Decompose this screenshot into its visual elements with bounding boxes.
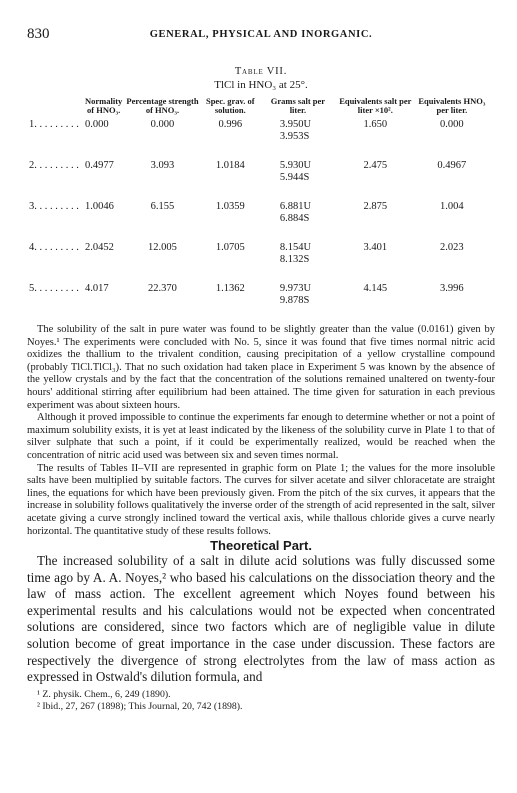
table-row: [27, 201, 489, 242]
paragraph-theory: The increased solubility of a salt in dilute acid solutions was fully discussed some time ago by A. A. Noyes,² who based his calculations on the dissociation theory and the law of mass action. The excellent agreement which Noyes found between his experimental results and his calculations would not be expected when concentrated solutions are considered, since two factors which are of negligible value in dilute solution become of great importance in the case under discussion. These factors are respectively the divergence of strong electrolytes from the law of mass action as expressed in Ostwald's dilution formula, and: [27, 553, 495, 685]
grams-u: 6.881U: [279, 201, 312, 212]
cell-percentage: 0.000: [150, 119, 175, 130]
cell-normality: 2.0452: [85, 242, 114, 253]
table-subtitle: TlCl in HNO₃ at 25°.: [214, 79, 308, 91]
grams-u: 3.950U: [279, 119, 312, 130]
grams-u: 8.154U: [279, 242, 312, 253]
cell-equiv-hno3: 3.996: [440, 283, 464, 294]
cell-equiv-hno3: 0.4967: [437, 160, 467, 171]
row-number: 2. . . . . . . . .: [29, 160, 79, 171]
column-header-number: [27, 97, 83, 119]
cell-equiv-hno3: 1.004: [440, 201, 464, 212]
cell-percentage: 12.005: [148, 242, 177, 253]
footnotes: [27, 689, 495, 713]
grams-u: 9.973U: [279, 283, 312, 294]
column-header-equiv-salt: Equivalents salt per liter ×10².: [339, 96, 412, 115]
solubility-table: [27, 97, 489, 324]
cell-percentage: 6.155: [150, 201, 175, 212]
paragraph-maximum: Although it proved impossible to continue the experiments far enough to determine whether or not a point of maximum solubility exists, it is yet at least indicated by the likeness of the solubility curve in Plate 1 to that of silver sulphate that such a point, if it could be experimentally realized, would be reached when the concentration of nitric acid used was between six and seven times normal.: [27, 412, 495, 461]
cell-normality: 0.000: [85, 119, 109, 130]
grams-s: 3.953S: [279, 131, 310, 142]
cell-equiv-salt: 1.650: [363, 119, 388, 130]
table-header-row: [27, 97, 489, 119]
table-row: [27, 119, 489, 160]
table-row: [27, 160, 489, 201]
cell-equiv-salt: 4.145: [363, 283, 388, 294]
cell-grams: [260, 119, 336, 160]
cell-normality: 0.4977: [85, 160, 114, 171]
column-header-grams: Grams salt per liter.: [270, 96, 326, 115]
row-number: 3. . . . . . . . .: [29, 201, 79, 212]
row-number: 4. . . . . . . . .: [29, 242, 79, 253]
column-header-spec-grav: Spec. grav. of solution.: [205, 96, 255, 115]
row-number: 1. . . . . . . . .: [29, 119, 79, 130]
column-header-normality: Normality of HNO₃.: [85, 96, 123, 115]
cell-spec-grav: 1.0705: [215, 242, 245, 253]
table-row: [27, 283, 489, 324]
grams-s: 5.944S: [279, 172, 310, 183]
footnote-2: ² Ibid., 27, 267 (1898); This Journal, 20, 742 (1898).: [37, 700, 243, 712]
grams-u: 5.930U: [279, 160, 312, 171]
footnote-1: ¹ Z. physik. Chem., 6, 249 (1890).: [37, 688, 171, 700]
section-title: Theoretical Part.: [210, 538, 312, 554]
paragraph-solubility: The solubility of the salt in pure water was found to be slightly greater than the value (0.0161) given by Noyes.¹ The experiments were concluded with No. 5, since it was found that five times normal nitric acid oxidizes the thallium to the trivalent condition, causing precipitation of a yellow crystalline compound (probably TlCl.TlCl₃). That no such oxidation had taken place in Experiment 5 was known by the absence of the yellow crystals and by the fact that the concentration of the solutions remained unaltered on twenty-four hours' additional stirring after equilibrium had been attained. The time given for saturation in each previous experiment was about sixteen hours.: [27, 324, 495, 411]
cell-equiv-hno3: 0.000: [440, 119, 464, 130]
cell-equiv-hno3: 2.023: [440, 242, 464, 253]
column-header-percentage: Percentage strength of HNO₃.: [126, 96, 199, 115]
table-row: [27, 242, 489, 283]
cell-percentage: 3.093: [150, 160, 175, 171]
running-head: GENERAL, PHYSICAL AND INORGANIC.: [149, 29, 373, 40]
grams-s: 6.884S: [279, 213, 310, 224]
cell-grams: [260, 242, 336, 283]
grams-s: 9.878S: [279, 295, 310, 306]
cell-normality: 1.0046: [85, 201, 114, 212]
paragraph-results: The results of Tables II–VII are represented in graphic form on Plate 1; the values for the more insoluble salts have been multiplied by suitable factors. The curves for silver acetate and silver chloracetate are straight lines, the equations for which have been previously given. From the pitch of the six curves, it appears that the increase in solubility follows qualitatively the inverse order of the strength of acid represented in the salt, silver acetate giving a curve strongly inclined toward the vertical axis, while thallous chloride gives a curve nearly horizontal. The quantitative study of these results follows.: [27, 462, 495, 537]
cell-grams: [260, 160, 336, 201]
cell-spec-grav: 1.0359: [215, 201, 245, 212]
cell-equiv-salt: 2.475: [363, 160, 388, 171]
page-number: 830: [27, 26, 50, 42]
table-title: Table VII.: [234, 66, 288, 77]
cell-grams: [260, 283, 336, 324]
cell-normality: 4.017: [85, 283, 109, 294]
grams-s: 8.132S: [279, 254, 310, 265]
document-page: [27, 26, 495, 713]
page-header: [27, 26, 495, 48]
cell-spec-grav: 1.1362: [215, 283, 245, 294]
cell-spec-grav: 1.0184: [215, 160, 245, 171]
cell-spec-grav: 0.996: [218, 119, 243, 130]
column-header-equiv-hno3: Equivalents HNO₃ per liter.: [418, 96, 486, 115]
row-number: 5. . . . . . . . .: [29, 283, 79, 294]
cell-percentage: 22.370: [148, 283, 177, 294]
cell-grams: [260, 201, 336, 242]
cell-equiv-salt: 3.401: [363, 242, 388, 253]
cell-equiv-salt: 2.875: [363, 201, 388, 212]
